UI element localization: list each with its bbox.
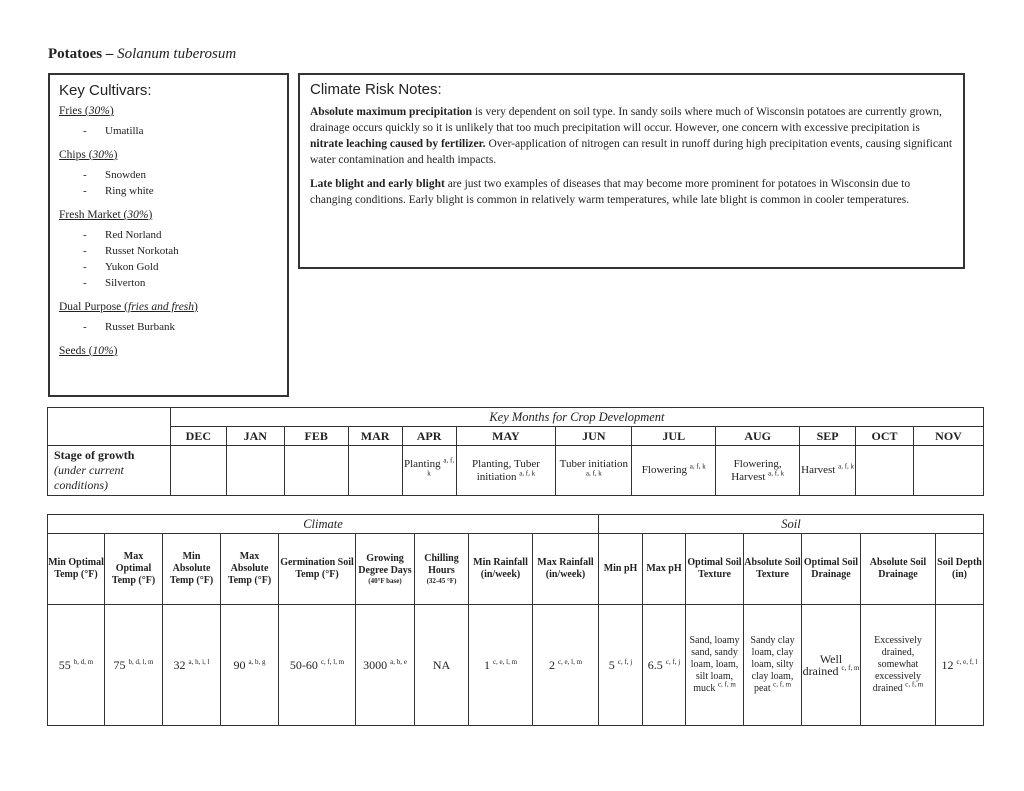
parameter-value-row (48, 605, 984, 726)
parameter-header-text: Chilling Hours (424, 552, 459, 576)
risk-term-nitrate: nitrate leaching caused by fertilizer. (310, 138, 486, 150)
month-header-mar: MAR (348, 427, 402, 446)
climate-soil-table (47, 514, 984, 726)
month-header-jan: JAN (226, 427, 284, 446)
stage-reference: a, f, k (585, 468, 602, 477)
parameter-header (686, 534, 744, 605)
stage-text: Flowering, Harvest (731, 457, 782, 483)
cultivar-item (59, 167, 278, 183)
month-header-nov: NOV (914, 427, 984, 446)
cultivar-group-pct: fries and fresh (128, 301, 195, 313)
parameter-reference: a, b, e (390, 658, 407, 666)
parameter-reference: c, f, m (773, 680, 792, 689)
climate-group-header: Climate (48, 515, 599, 534)
risk-paragraph-blight (310, 176, 953, 208)
cultivar-group-pct: 30% (92, 149, 114, 161)
parameter-header-text: Min pH (603, 563, 638, 574)
months-caption: Key Months for Crop Development (170, 408, 983, 427)
stage-row (48, 446, 984, 496)
parameter-header-text: Max pH (646, 563, 682, 574)
stage-cell-jun (556, 446, 632, 496)
stage-text: Tuber initiation (559, 457, 629, 470)
month-header-jun: JUN (556, 427, 632, 446)
month-header-oct: OCT (856, 427, 914, 446)
stage-label-cell (48, 446, 171, 496)
parameter-value (469, 605, 533, 726)
parameter-header (356, 534, 415, 605)
cultivar-group-label: Fresh Market (30%) (59, 209, 153, 221)
parameter-value (163, 605, 221, 726)
parameter-header (744, 534, 802, 605)
page-title (48, 46, 236, 63)
parameter-value-text: 50-60 (289, 658, 318, 672)
month-header-jul: JUL (632, 427, 716, 446)
cultivar-group-label: Seeds (10%) (59, 345, 118, 357)
stage-text: Flowering (641, 464, 688, 476)
stage-reference: a, f, k (768, 468, 785, 477)
stage-text: Harvest (801, 464, 836, 476)
parameter-header (105, 534, 163, 605)
parameter-value (744, 605, 802, 726)
parameter-header (599, 534, 643, 605)
month-header-aug: AUG (716, 427, 800, 446)
month-header-row (48, 427, 984, 446)
parameter-header-text: Min Optimal Temp (°F) (48, 557, 104, 580)
cultivar-list (59, 123, 278, 139)
parameter-value-text: 12 (941, 658, 954, 672)
risk-text: Over-application of nitrogen can result in runoff during high precipitation events, causing significant water contamination and health impacts. (310, 138, 953, 166)
cultivar-list (59, 167, 278, 199)
stage-text: Planting (403, 457, 441, 470)
cultivar-item (59, 275, 278, 291)
parameter-value-text: Sand, loamy sand, sandy loam, loam, silt loam, muck (689, 635, 740, 694)
parameter-header-row (48, 534, 984, 605)
stage-cell-apr (402, 446, 456, 496)
risk-term-blight: Late blight and early blight (310, 178, 445, 190)
crop-name: Potatoes – (48, 46, 114, 62)
stage-text: Planting, Tuber initiation (472, 457, 540, 483)
month-header-may: MAY (456, 427, 556, 446)
parameter-header-note: (40°F base) (368, 576, 402, 585)
parameter-value (802, 605, 861, 726)
parameter-header-text: Min Absolute Temp (°F) (169, 551, 214, 586)
parameter-value-text: 55 (58, 658, 71, 672)
scientific-name: Solanum tuberosum (117, 46, 237, 62)
parameter-header (533, 534, 599, 605)
parameter-reference: a, h, i, l (188, 658, 210, 666)
stage-cell-aug (716, 446, 800, 496)
cultivar-list (59, 227, 278, 291)
parameter-value-text: 3000 (363, 658, 388, 672)
cultivar-groups (59, 105, 278, 357)
cultivar-group-pct: 10% (92, 345, 114, 357)
stage-cell-dec (170, 446, 226, 496)
parameter-header-text: Min Rainfall (in/week) (473, 557, 528, 580)
parameter-reference: c, e, l, m (557, 658, 583, 666)
parameter-header (643, 534, 686, 605)
stage-reference: a, f, k (689, 462, 706, 471)
parameter-value-text: 75 (113, 658, 126, 672)
parameter-header-text: Absolute Soil Drainage (869, 557, 927, 580)
parameter-reference: c, f, l, m (320, 658, 345, 666)
cultivar-item (59, 183, 278, 199)
cultivar-group-label: Chips (30%) (59, 149, 118, 161)
cultivar-item (59, 259, 278, 275)
parameter-value (861, 605, 936, 726)
climate-risk-notes-box (298, 73, 965, 269)
cultivar-name: Red Norland (105, 229, 162, 241)
parameter-value-text: Well drained (802, 652, 843, 678)
parameter-value-text: 5 (608, 658, 615, 672)
stage-cell-may (456, 446, 556, 496)
parameter-value-text: 1 (483, 658, 490, 672)
parameter-value-text: 32 (173, 658, 186, 672)
parameter-reference: c, e, f, l (956, 658, 978, 666)
cultivar-item (59, 243, 278, 259)
parameter-value (599, 605, 643, 726)
parameter-reference: c, e, l, m (492, 658, 518, 666)
parameter-header-text: Absolute Soil Texture (744, 557, 801, 580)
parameter-value (279, 605, 356, 726)
stage-cell-jan (226, 446, 284, 496)
cultivar-name: Snowden (105, 169, 146, 181)
key-months-table (47, 407, 984, 496)
cultivar-name: Yukon Gold (105, 261, 159, 273)
cultivar-group-label: Dual Purpose (fries and fresh) (59, 301, 198, 313)
parameter-value (686, 605, 744, 726)
stage-cell-nov (914, 446, 984, 496)
parameter-value-text: Sandy clay loam, clay loam, silty clay loam, peat (750, 635, 795, 694)
stage-reference: a, f, k (427, 455, 455, 477)
month-header-dec: DEC (170, 427, 226, 446)
parameter-value-text: NA (432, 658, 451, 672)
parameter-header-text: Max Rainfall (in/week) (537, 557, 594, 580)
parameter-value (48, 605, 105, 726)
cultivar-list (59, 319, 278, 335)
stage-label: Stage of growth (54, 448, 135, 462)
parameter-value (643, 605, 686, 726)
parameter-reference: b, d, m (73, 658, 94, 666)
parameter-value-text: 2 (548, 658, 555, 672)
parameter-header-text: Optimal Soil Texture (687, 557, 742, 580)
risk-paragraph-precipitation (310, 104, 953, 168)
parameter-reference: b, d, l, m (128, 658, 154, 666)
cultivar-item (59, 319, 278, 335)
cultivar-item (59, 123, 278, 139)
parameter-header (415, 534, 469, 605)
parameter-value-text: 90 (233, 658, 246, 672)
parameter-header-text: Max Optimal Temp (°F) (111, 551, 156, 586)
parameter-header (936, 534, 984, 605)
parameter-header (48, 534, 105, 605)
cultivar-name: Silverton (105, 277, 146, 289)
parameter-header-text: Growing Degree Days (358, 552, 412, 576)
parameter-value (356, 605, 415, 726)
risk-text: are just two examples of diseases that may become more prominent for potatoes in Wisconsin due to changing conditions. Early blight is common in relatively warm temperatures, while late blight is common in cooler temperatures. (310, 178, 911, 206)
blank-corner (48, 408, 171, 446)
parameter-reference: c, f, m (905, 680, 924, 689)
parameter-reference: c, f, j (617, 658, 633, 666)
parameter-header-text: Germination Soil Temp (°F) (280, 557, 354, 580)
soil-group-header: Soil (599, 515, 984, 534)
stage-cell-oct (856, 446, 914, 496)
parameter-value (415, 605, 469, 726)
parameter-value (533, 605, 599, 726)
stage-reference: a, f, k (519, 468, 536, 477)
parameter-reference: c, f, j (665, 658, 681, 666)
stage-reference: a, f, k (838, 462, 855, 471)
parameter-header (279, 534, 356, 605)
cultivar-name: Russet Burbank (105, 321, 175, 333)
cultivar-group-label: Fries (30%) (59, 105, 114, 117)
parameter-value (936, 605, 984, 726)
parameter-value-text: Excessively drained, somewhat excessively drained (872, 635, 922, 694)
stage-cell-jul (632, 446, 716, 496)
risk-text: is very dependent on soil type. In sandy soils where much of Wisconsin potatoes are currently grown, drainage occurs quickly so it is unlikely that too much precipitation will occur. However, one concern with excessive precipitation is (310, 106, 942, 134)
stage-sublabel: (under current conditions) (54, 463, 124, 492)
parameter-reference: c, f, m (841, 664, 860, 672)
cultivar-name: Umatilla (105, 125, 144, 137)
key-cultivars-heading: Key Cultivars: (59, 82, 152, 99)
month-header-sep: SEP (800, 427, 856, 446)
month-header-apr: APR (402, 427, 456, 446)
cultivar-item (59, 227, 278, 243)
cultivar-group-pct: 30% (88, 105, 110, 117)
stage-cell-sep (800, 446, 856, 496)
parameter-value (221, 605, 279, 726)
cultivar-name: Ring white (105, 185, 154, 197)
parameter-header-text: Soil Depth (in) (937, 557, 982, 580)
parameter-value (105, 605, 163, 726)
parameter-header (163, 534, 221, 605)
parameter-reference: a, b, g (248, 658, 266, 666)
month-header-feb: FEB (284, 427, 348, 446)
parameter-header-text: Max Absolute Temp (°F) (227, 551, 272, 586)
parameter-header (221, 534, 279, 605)
parameter-reference: c, f, m (717, 680, 736, 689)
parameter-header (861, 534, 936, 605)
risk-term-precipitation: Absolute maximum precipitation (310, 106, 473, 118)
parameter-header (802, 534, 861, 605)
climate-risk-heading: Climate Risk Notes: (310, 81, 442, 98)
parameter-value-text: 6.5 (647, 658, 663, 672)
key-cultivars-box (48, 73, 289, 397)
stage-cell-mar (348, 446, 402, 496)
parameter-header-note: (32-45 °F) (426, 576, 457, 585)
parameter-header-text: Optimal Soil Drainage (803, 557, 859, 580)
cultivar-name: Russet Norkotah (105, 245, 179, 257)
parameter-header (469, 534, 533, 605)
stage-cell-feb (284, 446, 348, 496)
cultivar-group-pct: 30% (127, 209, 149, 221)
